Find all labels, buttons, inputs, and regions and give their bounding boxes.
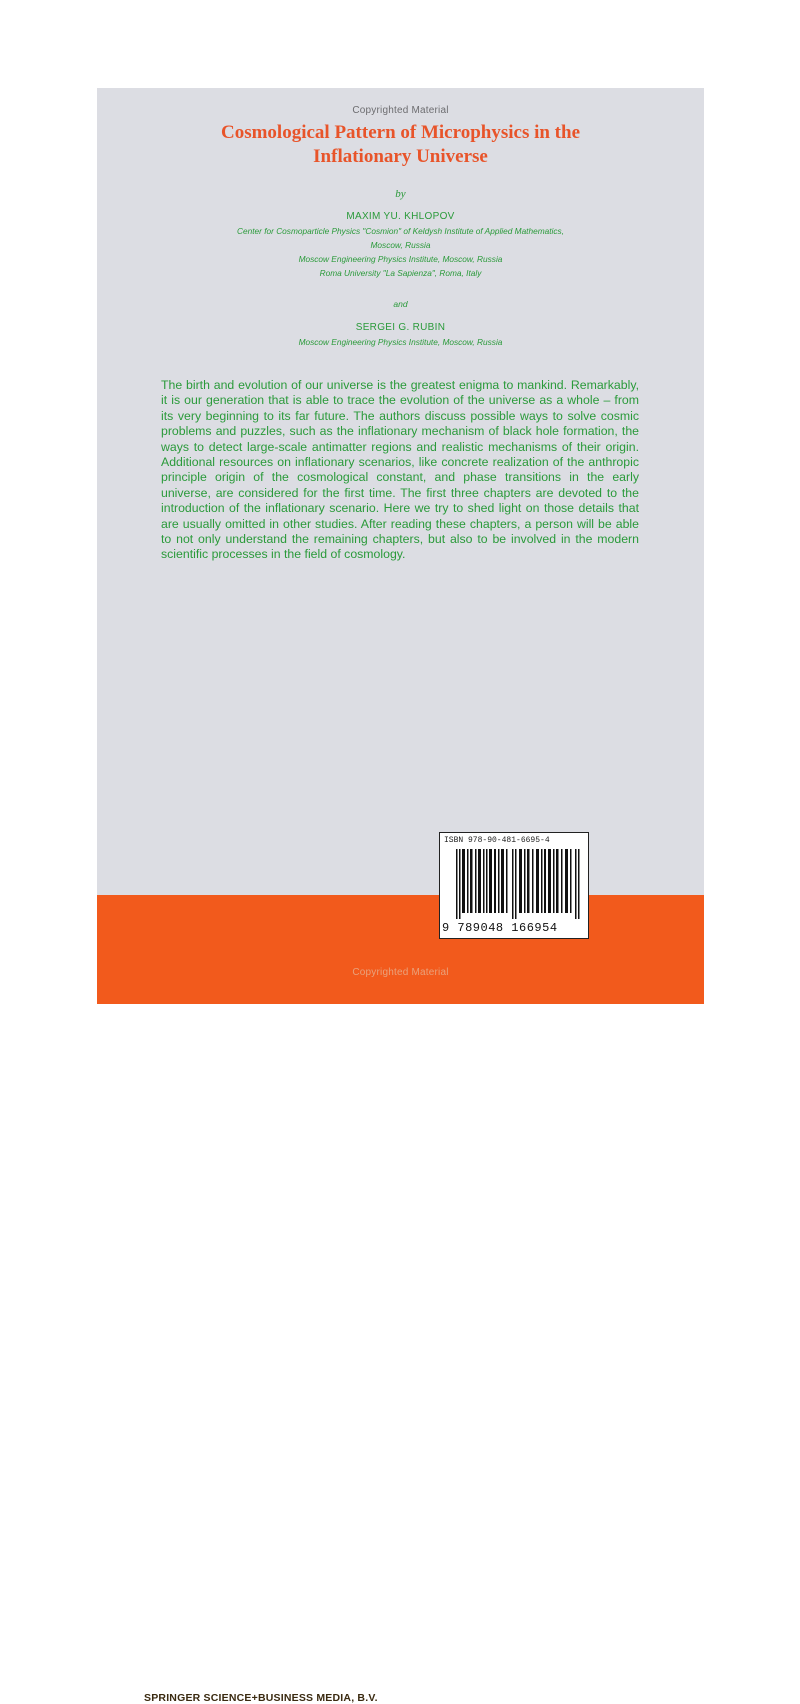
publisher-name: SPRINGER SCIENCE+BUSINESS MEDIA, B.V. xyxy=(144,1692,378,1704)
title-line: Cosmological Pattern of Microphysics in the xyxy=(220,122,581,143)
barcode xyxy=(439,832,589,939)
watermark-top: Copyrighted Material xyxy=(352,105,449,116)
and-label: and xyxy=(393,299,408,309)
barcode-bars-icon xyxy=(456,849,584,919)
author-1 xyxy=(97,210,704,280)
watermark-bottom: Copyrighted Material xyxy=(352,967,449,978)
book-title xyxy=(97,121,704,169)
author-2 xyxy=(97,321,704,349)
title-line: Inflationary Universe xyxy=(313,146,488,167)
affiliation: Roma University "La Sapienza", Roma, Italy xyxy=(319,268,482,278)
affiliation: Center for Cosmoparticle Physics "Cosmion" of Keldysh Institute of Applied Mathematics, xyxy=(237,226,564,236)
isbn-label: ISBN 978-90-481-6695-4 xyxy=(444,836,550,845)
publisher-band xyxy=(97,895,704,1704)
author-name: SERGEI G. RUBIN xyxy=(355,322,446,333)
barcode-number: 9 789048 166954 xyxy=(442,921,558,935)
book-back-cover xyxy=(97,88,704,1704)
affiliation: Moscow, Russia xyxy=(370,240,431,250)
author-name: MAXIM YU. KHLOPOV xyxy=(346,211,455,222)
affiliation: Moscow Engineering Physics Institute, Moscow, Russia xyxy=(298,337,503,347)
affiliation: Moscow Engineering Physics Institute, Moscow, Russia xyxy=(298,254,503,264)
by-label: by xyxy=(395,188,406,200)
book-description: The birth and evolution of our universe is the greatest enigma to mankind. Remarkably, it is our generation that is able to trace the evolution of the universe as a whole – from its very beginning to its far future. The authors discuss possible ways to solve cosmic problems and puzzles, such as the inflationary mechanism of black hole formation, the ways to detect large-scale antimatter regions and realistic mechanisms of their origin. Additional resources on inflationary scenarios, like concrete realization of the anthropic principle origin of the cosmological constant, and phase transitions in the early universe, are considered for the first time. The first three chapters are devoted to the introduction of the inflationary scenario. Here we try to shed light on those details that are usually omitted in other studies. After reading these chapters, a person will be able to not only understand the remaining chapters, but also to be involved in the modern scientific processes in the field of cosmology. xyxy=(161,378,639,562)
